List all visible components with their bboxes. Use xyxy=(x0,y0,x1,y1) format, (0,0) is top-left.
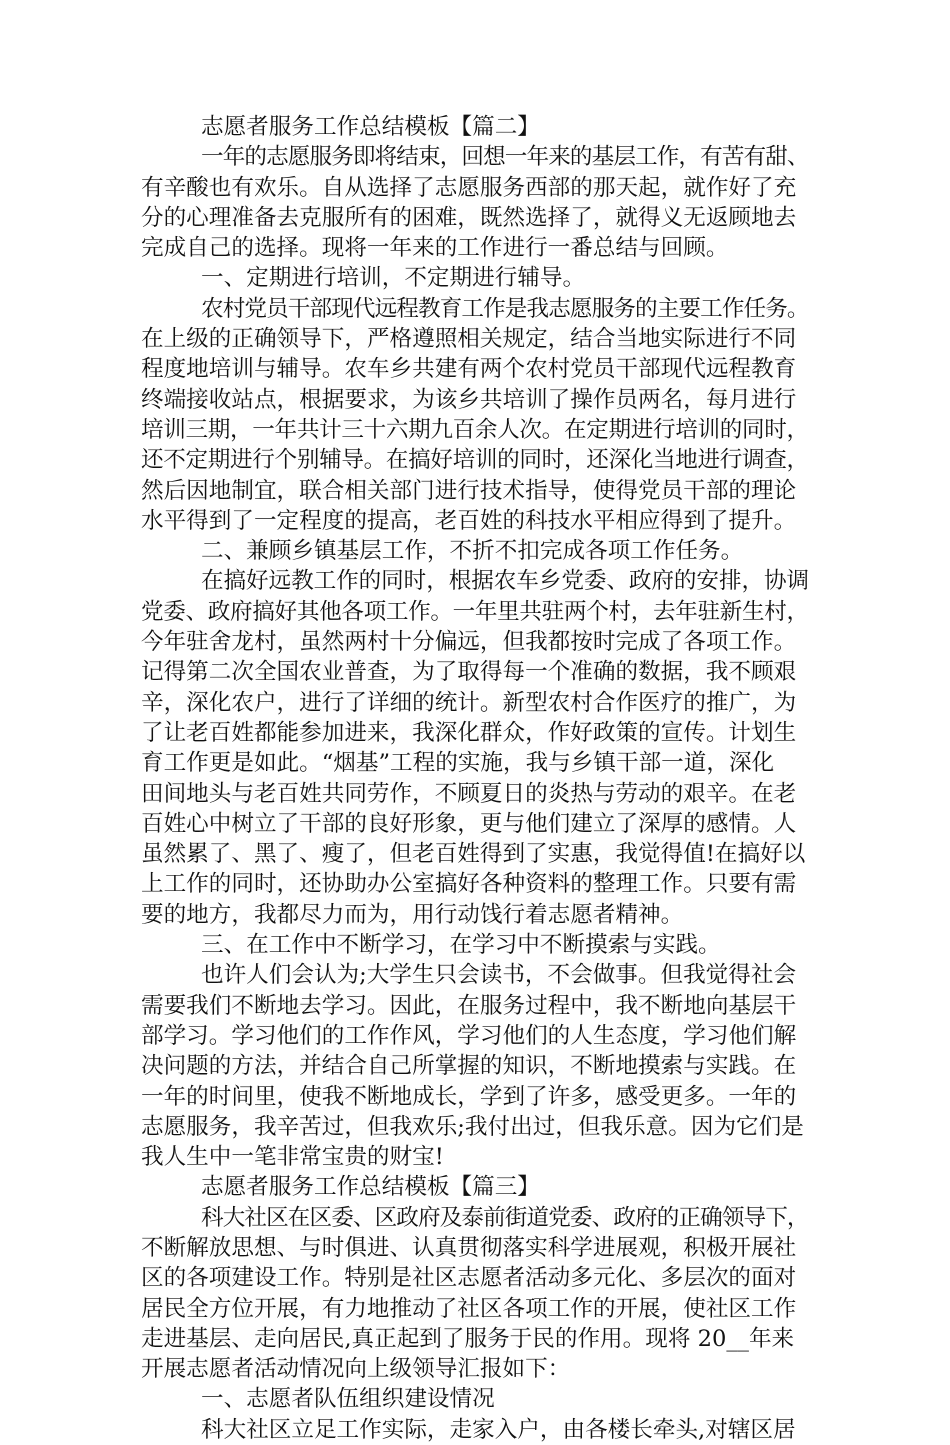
text-line: 一年的时间里，使我不断地成长，学到了许多，感受更多。一年的 xyxy=(141,1083,797,1110)
text-line: 然后因地制宜，联合相关部门进行技术指导，使得党员干部的理论 xyxy=(141,477,797,504)
text-line: 辛，深化农户，进行了详细的统计。新型农村合作医疗的推广，为 xyxy=(141,689,797,716)
text-line: 二、兼顾乡镇基层工作，不折不扣完成各项工作任务。 xyxy=(201,538,744,565)
text-line: 我人生中一笔非常宝贵的财宝! xyxy=(141,1144,444,1171)
text-line: 培训三期，一年共计三十六期九百余人次。在定期进行培训的同时， xyxy=(141,416,809,443)
text-line: 终端接收站点，根据要求，为该乡共培训了操作员两名，每月进行 xyxy=(141,386,797,413)
text-line: 决问题的方法，并结合自己所掌握的知识，不断地摸索与实践。在 xyxy=(141,1053,797,1080)
text-line: 需要我们不断地去学习。因此，在服务过程中，我不断地向基层干 xyxy=(141,992,797,1019)
text-line: 一、志愿者队伍组织建设情况 xyxy=(201,1386,495,1413)
text-line: 在上级的正确领导下，严格遵照相关规定，结合当地实际进行不同 xyxy=(141,326,797,353)
text-line: 在搞好远教工作的同时，根据农车乡党委、政府的安排，协调 xyxy=(201,568,810,595)
text-line: 开展志愿者活动情况向上级领导汇报如下： xyxy=(141,1356,571,1383)
text-line: 分的心理准备去克服所有的困难，既然选择了，就得义无返顾地去 xyxy=(141,204,797,231)
text-line: 有辛酸也有欢乐。自从选择了志愿服务西部的那天起，就作好了充 xyxy=(141,174,797,201)
text-line: 今年驻舍龙村，虽然两村十分偏远，但我都按时完成了各项工作。 xyxy=(141,629,797,656)
text-line: 部学习。学习他们的工作作风，学习他们的人生态度，学习他们解 xyxy=(141,1022,797,1049)
document-page xyxy=(141,112,809,1445)
text-line: 虽然累了、黑了、瘦了，但老百姓得到了实惠，我觉得值!在搞好以 xyxy=(141,841,806,868)
text-line: 上工作的同时，还协助办公室搞好各种资料的整理工作。只要有需 xyxy=(141,871,797,898)
text-line: 育工作更是如此。“烟基”工程的实施，我与乡镇干部一道，深化 xyxy=(141,750,775,777)
text-line: 居民全方位开展，有力地推动了社区各项工作的开展，使社区工作 xyxy=(141,1295,797,1322)
text-line: 一年的志愿服务即将结束，回想一年来的基层工作，有苦有甜、 xyxy=(201,144,809,171)
text-line: 要的地方，我都尽力而为，用行动饯行着志愿者精神。 xyxy=(141,901,684,928)
text-line: 百姓心中树立了干部的良好形象，更与他们建立了深厚的感情。人 xyxy=(141,810,797,837)
text-line: 还不定期进行个别辅导。在搞好培训的同时，还深化当地进行调查， xyxy=(141,447,809,474)
text-line: 程度地培训与辅导。农车乡共建有两个农村党员干部现代远程教育 xyxy=(141,356,797,383)
text-line: 记得第二次全国农业普查，为了取得每一个准确的数据，我不顾艰 xyxy=(141,659,797,686)
text-line: 完成自己的选择。现将一年来的工作进行一番总结与回顾。 xyxy=(141,235,729,262)
text-line: 志愿服务，我辛苦过，但我欢乐;我付出过，但我乐意。因为它们是 xyxy=(141,1113,804,1140)
text-line: 农村党员干部现代远程教育工作是我志愿服务的主要工作任务。 xyxy=(201,295,809,322)
text-line: 田间地头与老百姓共同劳作，不顾夏日的炎热与劳动的艰辛。在老 xyxy=(141,780,797,807)
text-line: 科大社区在区委、区政府及泰前街道党委、政府的正确领导下， xyxy=(201,1204,809,1231)
text-line: 志愿者服务工作总结模板【篇三】 xyxy=(201,1174,540,1201)
text-line: 也许人们会认为;大学生只会读书，不会做事。但我觉得社会 xyxy=(201,962,797,989)
text-line: 科大社区立足工作实际，走家入户，由各楼长牵头,对辖区居 xyxy=(201,1416,796,1443)
text-line: 区的各项建设工作。特别是社区志愿者活动多元化、多层次的面对 xyxy=(141,1265,797,1292)
text-line: 走进基层、走向居民,真正起到了服务于民的作用。现将 20__年来 xyxy=(141,1325,795,1352)
text-line: 水平得到了一定程度的提高，老百姓的科技水平相应得到了提升。 xyxy=(141,507,797,534)
text-line: 志愿者服务工作总结模板【篇二】 xyxy=(201,114,540,140)
text-line: 党委、政府搞好其他各项工作。一年里共驻两个村，去年驻新生村， xyxy=(141,598,809,625)
text-line: 了让老百姓都能参加进来，我深化群众，作好政策的宣传。计划生 xyxy=(141,719,797,746)
text-line: 三、在工作中不断学习，在学习中不断摸索与实践。 xyxy=(201,932,721,959)
text-line: 一、定期进行培训，不定期进行辅导。 xyxy=(201,265,586,292)
text-line: 不断解放思想、与时俱进、认真贯彻落实科学进展观，积极开展社 xyxy=(141,1234,797,1261)
